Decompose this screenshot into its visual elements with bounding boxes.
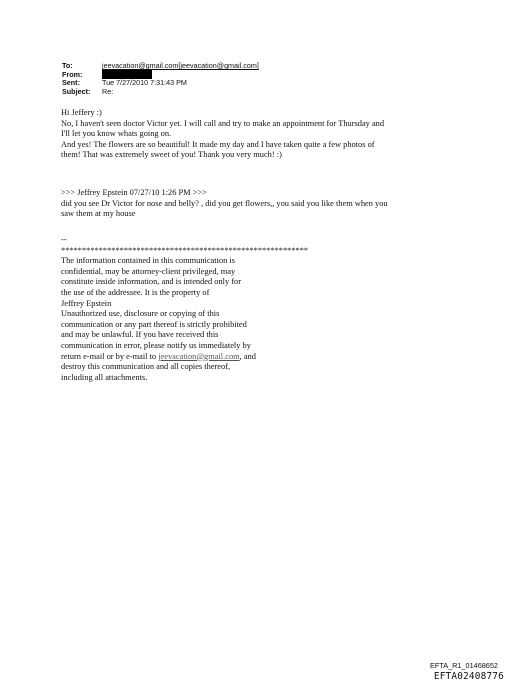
bates-id-primary: EFTA_R1_01468652 [429, 661, 498, 670]
email-header [62, 62, 259, 96]
message-line: And yes! The flowers are so beautiful! It made my day and I have taken quite a few photos of [61, 139, 375, 149]
quoted-message [61, 188, 461, 220]
disclaimer-line: the use of the addressee. It is the property of [61, 287, 210, 297]
message-line: No, I haven't seen doctor Victor yet. I will call and try to make an appointment for Thursday and [61, 118, 385, 128]
disclaimer-line: Jeffrey Epstein [61, 298, 112, 308]
message-line: them! That was extremely sweet of you! Thank you very much! :) [61, 150, 282, 160]
from-label: From: [62, 69, 83, 79]
disclaimer-line: confidential, may be attorney-client privileged, may [61, 266, 236, 276]
legal-disclaimer [61, 235, 461, 383]
disclaimer-email-link[interactable]: jeevacation@gmail.com [158, 351, 240, 361]
disclaimer-email-line [61, 352, 461, 363]
greeting-line: Hi Jeffery :) [61, 108, 102, 117]
subject-row [62, 88, 259, 97]
disclaimer-line: communication in error, please notify us immediately by [61, 340, 251, 350]
sent-label: Sent: [62, 78, 80, 88]
disclaimer-text: , and [239, 351, 256, 361]
disclaimer-line: constitute inside information, and is intended only for [61, 277, 242, 287]
to-value[interactable]: jeevacation@gmail.com[jeevacation@gmail.com] [102, 61, 259, 70]
disclaimer-text: return e-mail or by e-mail to [61, 351, 159, 361]
quoted-line: saw them at my house [61, 209, 136, 219]
sent-row [62, 79, 259, 88]
disclaimer-line: and may be unlawful. If you have received this [61, 330, 219, 340]
disclaimer-line: communication or any part thereof is strictly prohibited [61, 319, 247, 329]
sent-value: Tue 7/27/2010 7:31:43 PM [102, 78, 187, 88]
quoted-header: >>> Jeffrey Epstein 07/27/10 1:26 PM >>> [61, 188, 207, 197]
to-row [62, 62, 259, 71]
quoted-line: did you see Dr Victor for nose and belly? , did you get flowers,, you said you like them when you [61, 198, 388, 208]
disclaimer-line: Unauthorized use, disclosure or copying of this [61, 309, 220, 319]
subject-value: Re: [102, 86, 114, 96]
disclaimer-line: including all attachments. [61, 372, 148, 382]
signature-dashes: -- [61, 235, 67, 244]
message-line: I'll let you know whats going on. [61, 129, 172, 139]
signature-stars: *********************************************************** [61, 245, 309, 255]
to-label: To: [62, 61, 73, 70]
subject-label: Subject: [62, 86, 91, 96]
message-body [61, 108, 461, 161]
bates-id-secondary: EFTA02408776 [433, 671, 504, 682]
disclaimer-line: destroy this communication and all copies thereof, [61, 362, 231, 372]
disclaimer-line: The information contained in this communication is [61, 256, 235, 266]
